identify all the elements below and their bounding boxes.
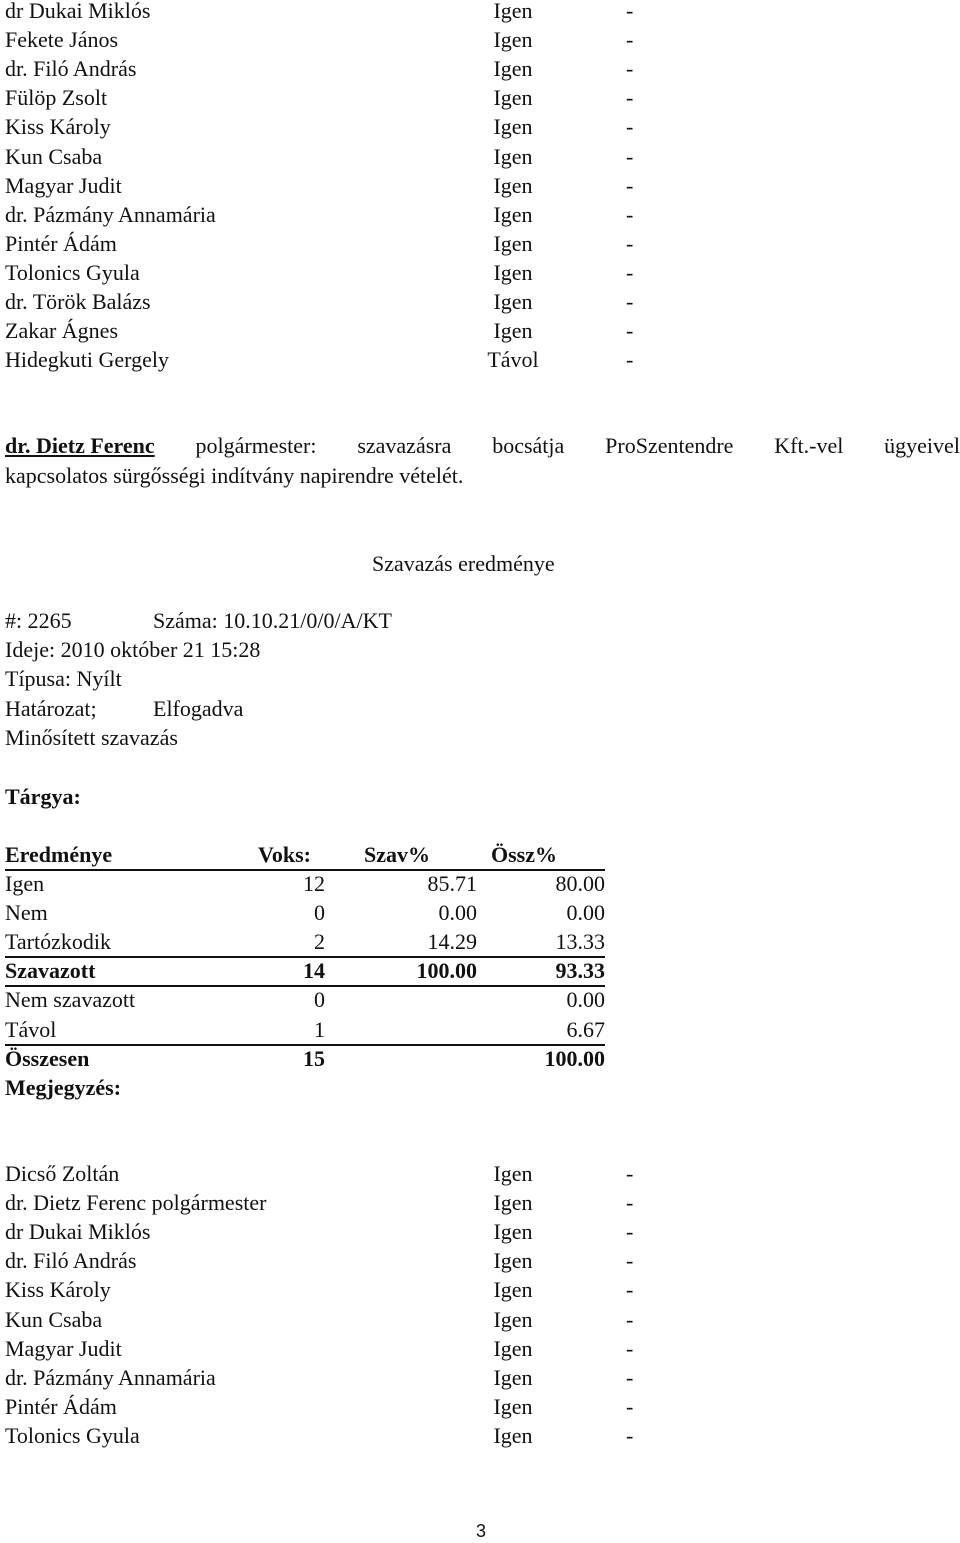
vote-number: Száma: 10.10.21/0/0/A/KT bbox=[153, 608, 392, 633]
voter-name: Kun Csaba bbox=[5, 143, 103, 169]
vote-mark: - bbox=[626, 318, 634, 344]
vote-mark: - bbox=[626, 347, 634, 373]
vote-id: #: 2265 bbox=[5, 608, 72, 633]
vote-mark: - bbox=[626, 1161, 634, 1186]
result-row bbox=[5, 869, 605, 898]
qualified-vote: Minősített szavazás bbox=[5, 725, 178, 750]
motion-word: ProSzentendre bbox=[605, 433, 734, 458]
result-row bbox=[5, 898, 605, 927]
voter-name: dr. Pázmány Annamária bbox=[5, 201, 216, 227]
vote-row bbox=[5, 258, 645, 287]
vote-mark: - bbox=[626, 1219, 634, 1245]
vote-value: Igen bbox=[493, 1161, 533, 1186]
vote-row bbox=[5, 1275, 645, 1304]
voter-name: Hidegkuti Gergely bbox=[5, 347, 169, 373]
voter-name: Pintér Ádám bbox=[5, 1393, 117, 1419]
result-voks: 0 bbox=[314, 987, 325, 1013]
voter-name: Kiss Károly bbox=[5, 114, 111, 140]
voter-name: dr. Dietz Ferenc polgármester bbox=[5, 1190, 267, 1216]
voter-name: dr. Filó András bbox=[5, 56, 137, 82]
vote-row bbox=[5, 200, 645, 229]
vote-mark: - bbox=[626, 56, 634, 82]
vote-value: Igen bbox=[493, 1306, 533, 1332]
result-voks: 0 bbox=[314, 900, 325, 926]
vote-value: Igen bbox=[493, 143, 533, 169]
result-ossz: 6.67 bbox=[566, 1016, 605, 1042]
vote-value: Igen bbox=[493, 56, 533, 82]
vote-value: Igen bbox=[493, 1219, 533, 1245]
result-szav: 14.29 bbox=[427, 929, 477, 955]
vote-mark: - bbox=[626, 1422, 634, 1448]
vote-mark: - bbox=[626, 27, 634, 53]
vote-value: Igen bbox=[493, 1190, 533, 1216]
vote-value: Igen bbox=[493, 1335, 533, 1361]
motion-line-1 bbox=[5, 431, 960, 461]
vote-value: Igen bbox=[493, 259, 533, 285]
vote-value: Igen bbox=[493, 114, 533, 140]
voter-name: Tolonics Gyula bbox=[5, 1422, 140, 1448]
vote-mark: - bbox=[626, 1364, 634, 1390]
vote-mark: - bbox=[626, 259, 634, 285]
vote-mark: - bbox=[626, 1306, 634, 1332]
result-voks: 1 bbox=[314, 1016, 325, 1042]
vote-mark: - bbox=[626, 1277, 634, 1303]
voter-name: Magyar Judit bbox=[5, 1335, 122, 1361]
result-row bbox=[5, 1044, 605, 1073]
result-voks: 15 bbox=[303, 1045, 325, 1071]
vote-mark: - bbox=[626, 1393, 634, 1419]
vote-row bbox=[5, 54, 645, 83]
result-ossz: 93.33 bbox=[555, 958, 605, 984]
vote-value: Igen bbox=[493, 0, 533, 23]
result-voks: 12 bbox=[303, 871, 325, 896]
vote-mark: - bbox=[626, 85, 634, 111]
motion-line-2: kapcsolatos sürgősségi indítvány napirendre vételét. bbox=[5, 463, 464, 488]
vote-mark: - bbox=[626, 114, 634, 140]
motion-text bbox=[5, 431, 960, 491]
result-row bbox=[5, 985, 605, 1014]
vote-mark: - bbox=[626, 1335, 634, 1361]
motion-word: ügyeivel bbox=[884, 433, 960, 458]
vote-row bbox=[5, 1159, 645, 1188]
subject-label: Tárgya: bbox=[5, 784, 81, 809]
voter-name: dr. Filó András bbox=[5, 1248, 137, 1274]
vote-value: Igen bbox=[493, 1393, 533, 1419]
vote-value: Igen bbox=[493, 1277, 533, 1303]
vote-row bbox=[5, 287, 645, 316]
motion-word: Kft.-vel bbox=[774, 433, 844, 458]
vote-row bbox=[5, 0, 645, 25]
vote-row bbox=[5, 112, 645, 141]
result-szav: 0.00 bbox=[438, 900, 477, 926]
voter-name: Zakar Ágnes bbox=[5, 318, 119, 344]
voter-name: Dicső Zoltán bbox=[5, 1161, 120, 1186]
vote-value: Igen bbox=[493, 230, 533, 256]
vote-row bbox=[5, 345, 645, 374]
result-voks: 2 bbox=[314, 929, 325, 955]
result-row bbox=[5, 927, 605, 958]
speaker-name: dr. Dietz Ferenc bbox=[5, 433, 155, 458]
vote-time: Ideje: 2010 október 21 15:28 bbox=[5, 637, 261, 662]
header-label: Eredménye bbox=[5, 842, 113, 867]
vote-value: Igen bbox=[493, 1422, 533, 1448]
vote-row bbox=[5, 316, 645, 345]
vote-row bbox=[5, 1305, 645, 1334]
result-ossz: 0.00 bbox=[566, 987, 605, 1013]
voter-name: dr. Pázmány Annamária bbox=[5, 1364, 216, 1390]
vote-row bbox=[5, 142, 645, 171]
vote-value: Igen bbox=[493, 201, 533, 227]
result-voks: 14 bbox=[303, 958, 325, 984]
vote-row bbox=[5, 1363, 645, 1392]
vote-value: Igen bbox=[493, 172, 533, 198]
vote-value: Távol bbox=[487, 347, 539, 373]
vote-mark: - bbox=[626, 172, 634, 198]
vote-mark: - bbox=[626, 1248, 634, 1274]
header-ossz: Össz% bbox=[491, 842, 557, 867]
decision-label: Határozat; bbox=[5, 696, 97, 721]
vote-row bbox=[5, 171, 645, 200]
voter-name: Kiss Károly bbox=[5, 1277, 111, 1303]
vote-row bbox=[5, 25, 645, 54]
vote-row bbox=[5, 1421, 645, 1450]
result-label: Összesen bbox=[5, 1045, 90, 1071]
vote-mark: - bbox=[626, 0, 634, 23]
result-label: Szavazott bbox=[5, 958, 96, 984]
vote-row bbox=[5, 1217, 645, 1246]
result-row bbox=[5, 956, 605, 987]
vote-mark: - bbox=[626, 201, 634, 227]
vote-value: Igen bbox=[493, 318, 533, 344]
motion-word: bocsátja bbox=[492, 433, 565, 458]
vote-row bbox=[5, 1392, 645, 1421]
result-label: Igen bbox=[5, 871, 45, 896]
motion-word: polgármester: bbox=[195, 433, 317, 458]
result-ossz: 0.00 bbox=[566, 900, 605, 926]
vote-type: Típusa: Nyílt bbox=[5, 666, 122, 691]
result-heading: Szavazás eredménye bbox=[372, 551, 555, 576]
voter-name: Fekete János bbox=[5, 27, 119, 53]
voter-name: Tolonics Gyula bbox=[5, 259, 140, 285]
result-label: Nem bbox=[5, 900, 48, 926]
vote-value: Igen bbox=[493, 85, 533, 111]
voter-name: Magyar Judit bbox=[5, 172, 122, 198]
result-szav: 100.00 bbox=[416, 958, 477, 984]
vote-row bbox=[5, 83, 645, 112]
header-voks: Voks: bbox=[258, 842, 311, 867]
vote-mark: - bbox=[626, 289, 634, 314]
page-number: 3 bbox=[476, 1521, 487, 1541]
voter-name: dr Dukai Miklós bbox=[5, 1219, 151, 1245]
result-label: Távol bbox=[5, 1016, 57, 1042]
vote-value: Igen bbox=[493, 289, 533, 314]
vote-value: Igen bbox=[493, 27, 533, 53]
result-szav: 85.71 bbox=[427, 871, 477, 896]
voter-name: Fülöp Zsolt bbox=[5, 85, 108, 111]
vote-mark: - bbox=[626, 230, 634, 256]
decision-value: Elfogadva bbox=[153, 696, 244, 721]
voter-name: Kun Csaba bbox=[5, 1306, 103, 1332]
result-ossz: 13.33 bbox=[555, 929, 605, 955]
result-label: Nem szavazott bbox=[5, 987, 136, 1013]
voter-name: dr Dukai Miklós bbox=[5, 0, 151, 23]
vote-value: Igen bbox=[493, 1248, 533, 1274]
vote-row bbox=[5, 1334, 645, 1363]
vote-value: Igen bbox=[493, 1364, 533, 1390]
result-ossz: 80.00 bbox=[555, 871, 605, 896]
result-table-header bbox=[5, 840, 605, 871]
voter-name: Pintér Ádám bbox=[5, 230, 117, 256]
header-szav: Szav% bbox=[364, 842, 430, 867]
result-label: Tartózkodik bbox=[5, 929, 111, 955]
voter-name: dr. Török Balázs bbox=[5, 289, 151, 314]
vote-row bbox=[5, 1246, 645, 1275]
notes-label: Megjegyzés: bbox=[5, 1075, 122, 1100]
vote-mark: - bbox=[626, 143, 634, 169]
vote-row bbox=[5, 1188, 645, 1217]
result-row bbox=[5, 1015, 605, 1046]
vote-row bbox=[5, 229, 645, 258]
vote-mark: - bbox=[626, 1190, 634, 1216]
result-ossz: 100.00 bbox=[544, 1045, 605, 1071]
motion-word: szavazásra bbox=[357, 433, 452, 458]
